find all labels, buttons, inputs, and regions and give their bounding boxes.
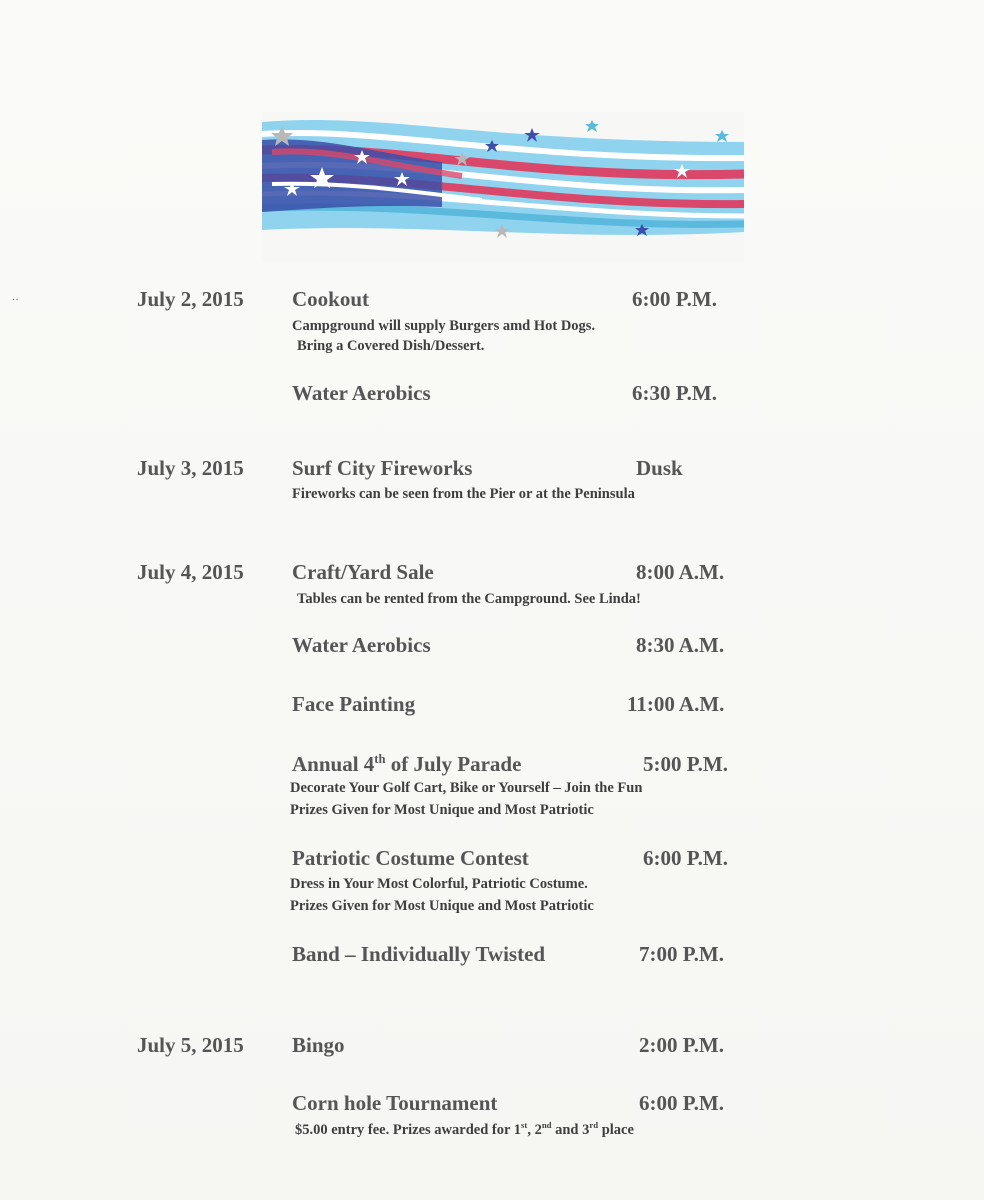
- note-fireworks: Fireworks can be seen from the Pier or at the Peninsula: [292, 486, 635, 502]
- cornhole-sup-nd: nd: [541, 1120, 552, 1131]
- time-face-painting: 11:00 A.M.: [627, 692, 725, 716]
- event-patriotic-costume-contest: Patriotic Costume Contest: [292, 846, 529, 870]
- time-water-aerobics-july4: 8:30 A.M.: [636, 633, 725, 657]
- date-july-3: July 3, 2015: [137, 456, 244, 480]
- note-cookout-1: Campground will supply Burgers amd Hot Dogs.: [292, 318, 596, 334]
- stray-scan-mark: ··: [12, 295, 19, 306]
- time-bingo: 2:00 P.M.: [639, 1033, 724, 1057]
- event-surf-city-fireworks: Surf City Fireworks: [292, 456, 473, 480]
- event-water-aerobics-july2: Water Aerobics: [292, 381, 431, 405]
- parade-title-part-2: of July Parade: [385, 752, 522, 776]
- cornhole-sup-rd: rd: [589, 1120, 599, 1131]
- time-surf-city-fireworks: Dusk: [636, 456, 683, 480]
- cornhole-sup-st: st: [521, 1120, 528, 1131]
- time-annual-parade: 5:00 P.M.: [643, 752, 728, 776]
- event-water-aerobics-july4: Water Aerobics: [292, 633, 431, 657]
- cornhole-note-part-d: place: [598, 1122, 634, 1138]
- parade-title-superscript: th: [374, 752, 386, 766]
- event-annual-parade: [292, 752, 521, 777]
- event-band: Band – Individually Twisted: [292, 942, 546, 966]
- cornhole-note-part-c: and 3: [551, 1122, 590, 1138]
- time-craft-yard-sale: 8:00 A.M.: [636, 560, 725, 584]
- time-water-aerobics-july2: 6:30 P.M.: [632, 381, 717, 405]
- note-costume-1: Dress in Your Most Colorful, Patriotic Costume.: [290, 876, 588, 892]
- time-cornhole-tournament: 6:00 P.M.: [639, 1091, 724, 1115]
- date-july-2: July 2, 2015: [137, 287, 244, 311]
- note-cookout-2: Bring a Covered Dish/Dessert.: [297, 338, 485, 354]
- cornhole-note-part-a: $5.00 entry fee. Prizes awarded for 1: [295, 1122, 522, 1138]
- time-band: 7:00 P.M.: [639, 942, 724, 966]
- event-craft-yard-sale: Craft/Yard Sale: [292, 560, 434, 584]
- event-face-painting: Face Painting: [292, 692, 416, 716]
- date-july-5: July 5, 2015: [137, 1033, 244, 1057]
- time-cookout: 6:00 P.M.: [632, 287, 717, 311]
- note-costume-2: Prizes Given for Most Unique and Most Patriotic: [290, 898, 594, 914]
- time-costume-contest: 6:00 P.M.: [643, 846, 728, 870]
- note-cornhole: [295, 1122, 634, 1139]
- patriotic-banner-image: [262, 112, 744, 262]
- note-yard-sale: Tables can be rented from the Campground. See Linda!: [297, 591, 641, 607]
- date-july-4: July 4, 2015: [137, 560, 244, 584]
- note-parade-2: Prizes Given for Most Unique and Most Patriotic: [290, 802, 594, 818]
- cornhole-note-part-b: , 2: [527, 1122, 542, 1138]
- note-parade-1: Decorate Your Golf Cart, Bike or Yourself – Join the Fun: [290, 780, 643, 796]
- event-cornhole-tournament: Corn hole Tournament: [292, 1091, 498, 1115]
- event-bingo: Bingo: [292, 1033, 345, 1057]
- event-cookout: Cookout: [292, 287, 370, 311]
- parade-title-part-1: Annual 4: [292, 752, 375, 776]
